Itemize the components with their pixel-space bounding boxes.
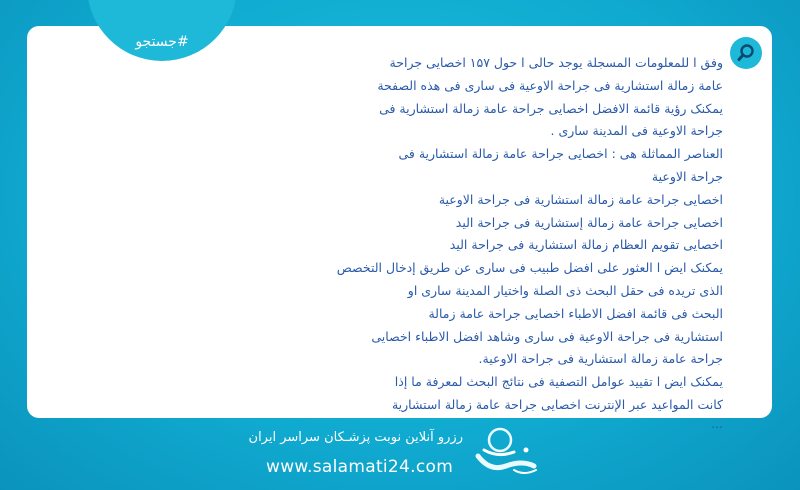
search-button[interactable] xyxy=(730,37,762,69)
text-line: یمکنک ایض ا تقیید عوامل التصفیة فی نتائج البحث لمعرفة ما إذا xyxy=(394,374,723,390)
text-line: الذی تریده فی حقل البحث ذی الصلة واختیار المدینة ساری او xyxy=(407,282,723,298)
related-item[interactable]: اخصایی جراحة عامة زمالة إستشاریة فی جراحة الید xyxy=(455,214,723,230)
ellipsis: ... xyxy=(711,415,723,431)
text-line: وفق ا للمعلومات المسجلة یوجد حالی ا حول ۱۵۷ اخصایی جراحة xyxy=(389,55,723,70)
salamati-logo-icon xyxy=(470,426,542,478)
text-line: جراحة الاوعیة xyxy=(651,168,723,184)
text-line: عامة زمالة استشاریة فی جراحة الاوعیة فی ساری فی هذه الصفحة xyxy=(377,77,723,93)
related-item[interactable]: اخصایی تقویم العظام زمالة استشاریة فی جراحة الید xyxy=(449,237,723,253)
content-card xyxy=(27,26,772,431)
text-line: البحث فی قائمة افضل الاطباء اخصایی جراحة عامة زمالة xyxy=(428,305,723,321)
footer-url[interactable]: www.salamati24.com xyxy=(266,457,454,477)
description-text xyxy=(273,52,723,431)
footer-tagline: رزرو آنلاین نوبت پزشـکان سراسر ایران xyxy=(248,430,463,445)
text-line: العناصر المماثلة هی : اخصایی جراحة عامة زمالة استشاریة فی xyxy=(398,146,723,162)
text-line: یمکنک رؤیة قائمة الافضل اخصایی جراحة عامة زمالة استشاریة فی xyxy=(379,100,723,116)
text-line: کانت المواعید عبر الإنترنت اخصایی جراحة عامة زمالة استشاریة xyxy=(391,396,723,412)
related-item[interactable]: اخصایی جراحة عامة زمالة استشاریة فی جراحة الاوعیة xyxy=(438,191,723,207)
search-icon xyxy=(736,43,756,63)
text-line: یمکنک ایض ا العثور علی افضل طبیب فی ساری عن طریق إدخال التخصص xyxy=(336,260,723,276)
text-line: استشاریة فی جراحة الاوعیة فی ساری وشاهد افضل الاطباء اخصایی xyxy=(371,328,723,344)
text-line: جراحة الاوعیة فی المدینة ساری . xyxy=(550,123,723,139)
search-tab-label[interactable]: #جستجو xyxy=(135,34,189,50)
search-tab[interactable] xyxy=(87,0,237,61)
text-line: جراحة عامة زمالة استشاریة فی جراحة الاوعیة. xyxy=(478,351,723,367)
